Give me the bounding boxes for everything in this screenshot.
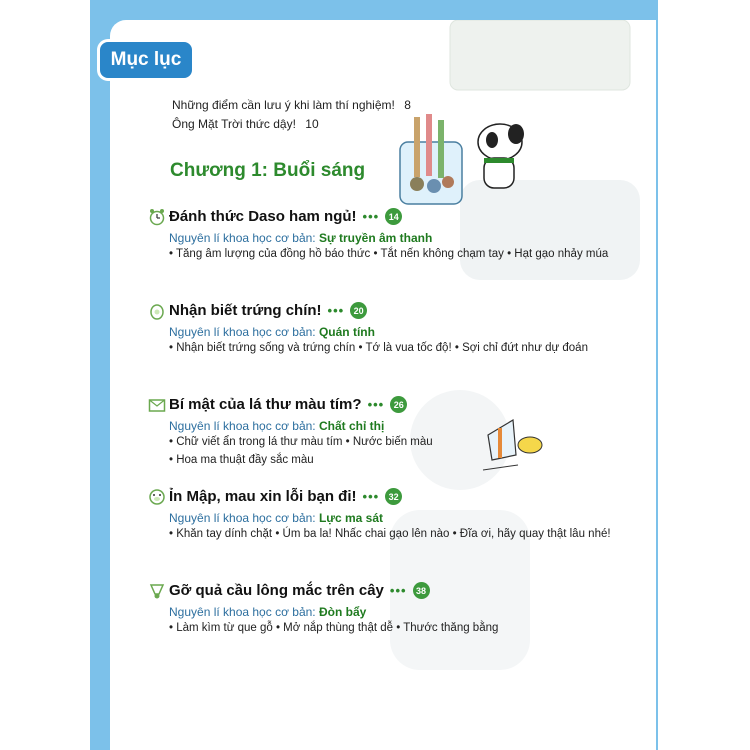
chapter-title: Chương 1: Buổi sáng bbox=[170, 160, 366, 181]
jar-and-dog-illustration bbox=[392, 112, 532, 212]
principle-value: Quán tính bbox=[318, 325, 375, 339]
principle-line bbox=[169, 231, 432, 245]
principle-value: Chất chỉ thị bbox=[318, 419, 385, 433]
dots-separator: ••• bbox=[367, 397, 385, 412]
section-title-text: Ỉn Mập, mau xin lỗi bạn đi! bbox=[169, 488, 357, 505]
principle-line bbox=[169, 605, 366, 619]
principle-prefix: Nguyên lí khoa học cơ bản: bbox=[169, 605, 316, 619]
section-title-text: Gỡ quả cầu lông mắc trên cây bbox=[169, 582, 384, 599]
section-title-text: Đánh thức Daso ham ngủ! bbox=[169, 208, 357, 225]
principle-value: Đòn bẩy bbox=[318, 605, 367, 619]
page-badge: 32 bbox=[385, 488, 402, 505]
section-title-text: Bí mật của lá thư màu tím? bbox=[169, 396, 362, 413]
principle-line bbox=[169, 511, 383, 525]
section-title bbox=[169, 302, 367, 319]
section-title bbox=[169, 582, 430, 599]
faded-cover-shape bbox=[440, 20, 640, 100]
cup-illustration bbox=[478, 410, 553, 485]
experiment-line: • Tăng âm lượng của đồng hồ báo thức • Tắt nến không chạm tay • Hạt gạo nhảy múa bbox=[169, 248, 609, 260]
page-badge: 20 bbox=[350, 302, 367, 319]
alarm-clock-icon bbox=[148, 208, 166, 226]
dots-separator: ••• bbox=[362, 489, 380, 504]
page-badge: 14 bbox=[385, 208, 402, 225]
letter-icon bbox=[148, 396, 166, 414]
pig-icon bbox=[148, 488, 166, 506]
section-title bbox=[169, 396, 407, 413]
intro-line-page: 8 bbox=[404, 98, 411, 112]
section-title bbox=[169, 488, 402, 505]
principle-value: Lực ma sát bbox=[318, 511, 384, 525]
dots-separator: ••• bbox=[327, 303, 345, 318]
experiment-line: • Hoa ma thuật đầy sắc màu bbox=[169, 454, 314, 466]
experiment-line: • Khăn tay dính chặt • Úm ba la! Nhấc chai gạo lên nào • Đĩa ơi, hãy quay thật lâu nhé! bbox=[169, 528, 611, 540]
principle-prefix: Nguyên lí khoa học cơ bản: bbox=[169, 419, 316, 433]
experiment-line: • Chữ viết ẩn trong lá thư màu tím • Nước biến màu bbox=[169, 436, 433, 448]
intro-line-text: Những điểm cần lưu ý khi làm thí nghiệm! bbox=[172, 98, 395, 112]
dots-separator: ••• bbox=[362, 209, 380, 224]
table-of-contents-tab: Mục lục bbox=[100, 42, 192, 78]
principle-line bbox=[169, 419, 384, 433]
principle-line bbox=[169, 325, 375, 339]
intro-line-text: Ông Mặt Trời thức dậy! bbox=[172, 117, 296, 131]
egg-icon bbox=[148, 302, 166, 320]
section-title-text: Nhận biết trứng chín! bbox=[169, 302, 322, 319]
dots-separator: ••• bbox=[389, 583, 407, 598]
shuttlecock-icon bbox=[148, 582, 166, 600]
principle-prefix: Nguyên lí khoa học cơ bản: bbox=[169, 511, 316, 525]
page-badge: 38 bbox=[413, 582, 430, 599]
principle-prefix: Nguyên lí khoa học cơ bản: bbox=[169, 231, 316, 245]
page-badge: 26 bbox=[390, 396, 407, 413]
principle-value: Sự truyền âm thanh bbox=[318, 231, 433, 245]
principle-prefix: Nguyên lí khoa học cơ bản: bbox=[169, 325, 316, 339]
intro-line-page: 10 bbox=[305, 117, 319, 131]
intro-line-1[interactable] bbox=[172, 98, 411, 112]
background-cover-art bbox=[440, 20, 640, 108]
section-title bbox=[169, 208, 402, 225]
intro-line-2[interactable] bbox=[172, 117, 319, 131]
experiment-line: • Nhận biết trứng sống và trứng chín • Tớ là vua tốc độ! • Sợi chỉ đứt như dự đoán bbox=[169, 342, 588, 354]
experiment-line: • Làm kìm từ que gỗ • Mở nắp thùng thật dễ • Thước thăng bằng bbox=[169, 622, 499, 634]
